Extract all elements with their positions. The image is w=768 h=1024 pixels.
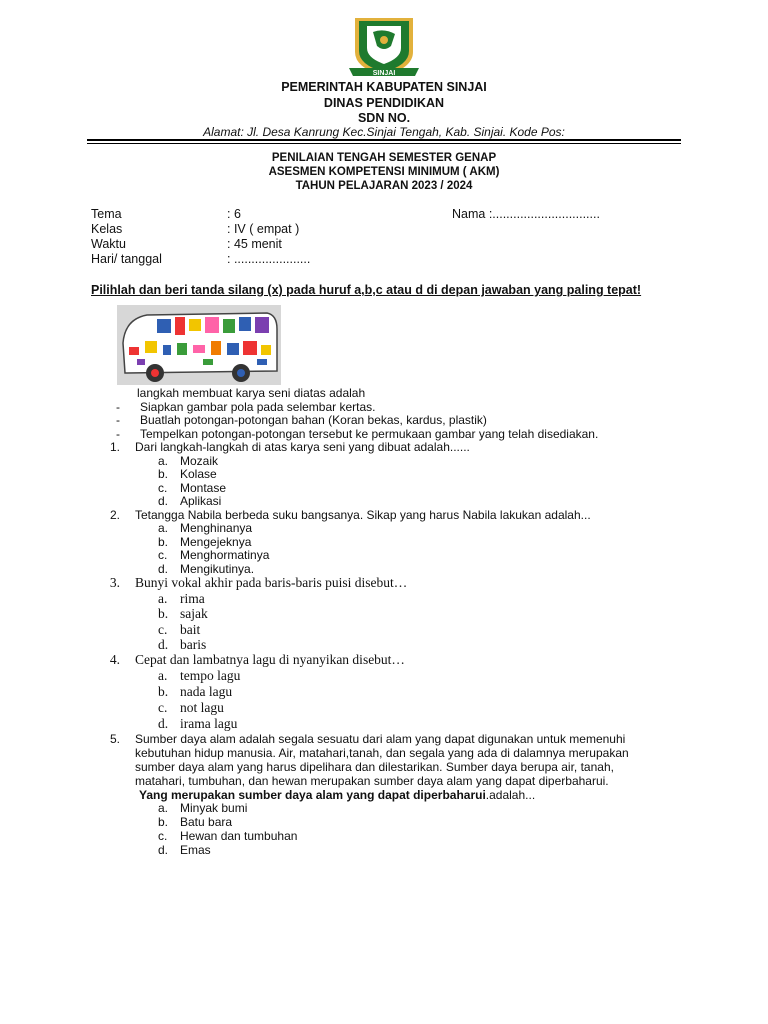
info-label-tema: Tema: [91, 207, 122, 221]
question-number: 5.: [109, 732, 120, 746]
option-text: Aplikasi: [180, 494, 222, 508]
question-paragraph-line: sumber daya alam yang harus dipelihara dan dilestarikan. Sumber daya berupa air, tanah,: [135, 760, 614, 774]
info-label-waktu: Waktu: [91, 237, 126, 251]
question-text: Cepat dan lambatnya lagu di nyanyikan disebut…: [135, 652, 405, 667]
logo-ribbon-text: SINJAI: [372, 70, 396, 77]
option-letter: b.: [158, 684, 169, 699]
option-text: Minyak bumi: [180, 801, 248, 815]
info-label-kelas: Kelas: [91, 222, 123, 236]
option-text: Hewan dan tumbuhan: [180, 829, 298, 843]
info-value-kelas: : IV ( empat ): [227, 222, 300, 236]
option-letter: a.: [158, 668, 168, 683]
option-text: Emas: [180, 843, 211, 857]
question-text: Dari langkah-langkah di atas karya seni yang dibuat adalah......: [135, 440, 470, 454]
header-line-3: SDN NO.: [357, 111, 411, 125]
question-paragraph-line: matahari, tumbuhan, dan hewan merupakan sumber daya alam yang dapat diperbaharui.: [135, 774, 609, 788]
question-text: Bunyi vokal akhir pada baris-baris puisi disebut…: [135, 575, 408, 590]
option-text: rima: [180, 591, 205, 606]
option-text: irama lagu: [180, 716, 238, 731]
option-text: Mozaik: [180, 454, 219, 468]
header-line-2: DINAS PENDIDIKAN: [323, 96, 445, 110]
intro-step: Tempelkan potongan-potongan tersebut ke permukaan gambar yang telah disediakan.: [140, 427, 599, 441]
option-letter: a.: [158, 591, 168, 606]
info-nama: Nama :...............................: [452, 207, 600, 221]
option-text: Batu bara: [180, 815, 233, 829]
intro-step-bullet: -: [116, 400, 120, 414]
option-text: not lagu: [180, 700, 224, 715]
option-letter: a.: [158, 454, 169, 468]
exam-title-1: PENILAIAN TENGAH SEMESTER GENAP: [271, 152, 497, 164]
option-letter: c.: [158, 622, 168, 637]
option-letter: b.: [158, 467, 169, 481]
option-text: sajak: [180, 606, 208, 621]
info-value-hari: : ......................: [227, 252, 311, 266]
intro-lead: langkah membuat karya seni diatas adalah: [137, 386, 366, 400]
header-divider-thin: [87, 143, 681, 144]
option-letter: a.: [158, 521, 169, 535]
option-text: Mengejeknya: [180, 535, 252, 549]
intro-step: Siapkan gambar pola pada selembar kertas.: [140, 400, 376, 414]
question-text-tail: .adalah...: [485, 788, 536, 802]
instruction: Pilihlah dan beri tanda silang (x) pada huruf a,b,c atau d di depan jawaban yang paling tepat!: [91, 283, 642, 297]
option-text: Menghinanya: [180, 521, 253, 535]
question-text: [139, 788, 535, 802]
intro-step-bullet: -: [116, 413, 120, 427]
option-letter: d.: [158, 716, 169, 731]
option-letter: d.: [158, 843, 169, 857]
intro-step: Buatlah potongan-potongan bahan (Koran bekas, kardus, plastik): [140, 413, 487, 427]
header-line-1: PEMERINTAH KABUPATEN SINJAI: [281, 80, 487, 94]
question-paragraph-line: kebutuhan hidup manusia. Air, matahari,tanah, dan segala yang ada di dalamnya merupakan: [135, 746, 629, 760]
exam-title-3: TAHUN PELAJARAN 2023 / 2024: [295, 180, 473, 192]
sinjai-logo: [345, 12, 423, 82]
option-letter: c.: [158, 829, 168, 843]
info-value-tema: : 6: [227, 207, 241, 221]
option-text: nada lagu: [180, 684, 233, 699]
option-letter: b.: [158, 815, 169, 829]
option-text: tempo lagu: [180, 668, 241, 683]
exam-title-2: ASESMEN KOMPETENSI MINIMUM ( AKM): [268, 166, 500, 178]
option-text: Menghormatinya: [180, 548, 270, 562]
question-number: 3.: [109, 575, 120, 590]
option-letter: b.: [158, 606, 169, 621]
option-letter: c.: [158, 548, 168, 562]
info-label-hari: Hari/ tanggal: [91, 252, 162, 266]
option-text: baris: [180, 637, 207, 652]
option-letter: d.: [158, 494, 169, 508]
mosaic-bus-image: [117, 305, 281, 385]
question-number: 1.: [109, 440, 120, 454]
question-text: Tetangga Nabila berbeda suku bangsanya. Sikap yang harus Nabila lakukan adalah...: [135, 508, 591, 522]
info-value-waktu: : 45 menit: [227, 237, 282, 251]
intro-step-bullet: -: [116, 427, 120, 441]
option-letter: d.: [158, 637, 169, 652]
question-number: 4.: [109, 652, 120, 667]
option-text: Montase: [180, 481, 227, 495]
question-paragraph-line: Sumber daya alam adalah segala sesuatu dari alam yang dapat digunakan untuk memenuhi: [135, 732, 626, 746]
option-text: Kolase: [180, 467, 217, 481]
header-divider: [87, 139, 681, 141]
question-text-bold: Yang merupakan sumber daya alam yang dapat diperbaharui: [139, 788, 486, 802]
header-address: Alamat: Jl. Desa Kanrung Kec.Sinjai Tengah, Kab. Sinjai. Kode Pos:: [203, 125, 565, 139]
option-letter: d.: [158, 562, 169, 576]
option-letter: b.: [158, 535, 169, 549]
option-text: Mengikutinya.: [180, 562, 255, 576]
option-letter: c.: [158, 481, 168, 495]
option-text: bait: [180, 622, 201, 637]
option-letter: c.: [158, 700, 168, 715]
question-number: 2.: [109, 508, 120, 522]
option-letter: a.: [158, 801, 169, 815]
